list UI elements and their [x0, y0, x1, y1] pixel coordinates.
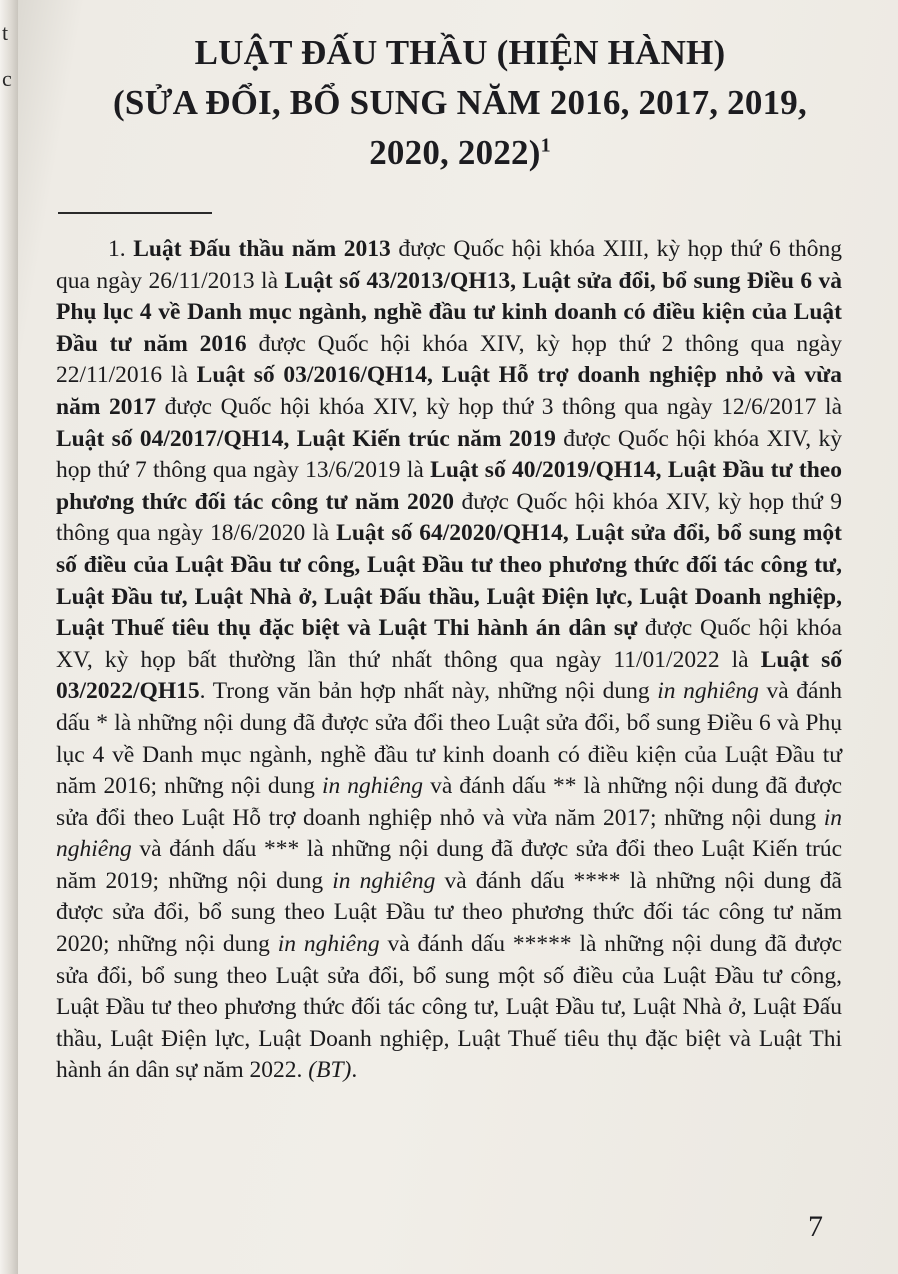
footnote-text: . [351, 1057, 358, 1084]
footnote-text: và đánh dấu * là những nội dung đã được sửa đổi theo Luật sửa đổi, bổ sung Điều 6 và Phụ lục 4 về Danh mục ngành, nghề đầu tư kinh doanh có điều kiện của Luật Đầu tư năm 2016; những nội dung [56, 678, 842, 800]
footnote-paragraph [56, 234, 842, 1087]
footnote-italic: in nghiêng [277, 931, 380, 958]
footnote-bold: Luật số 04/2017/QH14, Luật Kiến trúc năm 2019 [56, 425, 556, 452]
footnote-reference: 1 [540, 134, 551, 157]
footnote-separator [58, 212, 212, 214]
footnote-text: và đánh dấu ***** là những nội dung đã được sửa đổi, bổ sung theo Luật sửa đổi, bổ sung một số điều của Luật Đầu tư công, Luật Đầu tư theo phương thức đối tác công tư, Luật Đầu tư, Luật Nhà ở, Luật Đấu thầu, Luật Điện lực, Luật Doanh nghiệp, Luật Thuế tiêu thụ đặc biệt và Luật Thi hành án dân sự năm 2022. [56, 931, 843, 1084]
footnote-italic: in nghiêng [56, 804, 842, 863]
footnote-text: . Trong văn bản hợp nhất này, những nội dung [199, 678, 658, 705]
footnote-italic: in nghiêng [657, 678, 759, 705]
footnote-number: 1. [108, 236, 134, 262]
title-line-2: (SỬA ĐỔI, BỔ SUNG NĂM 2016, 2017, 2019, [113, 83, 807, 122]
footnote-text: được Quốc hội khóa XV, kỳ họp bất thường lần thứ nhất thông qua ngày 11/01/2022 là [56, 615, 842, 673]
footnote-text: được Quốc hội khóa XIII, kỳ họp thứ 6 thông qua ngày 26/11/2013 là [56, 236, 842, 294]
footnote-italic: in nghiêng [332, 867, 436, 894]
footnote-text: và đánh dấu ** là những nội dung đã được sửa đổi theo Luật Hỗ trợ doanh nghiệp nhỏ và vừa năm 2017; những nội dung [56, 773, 843, 831]
footnote-bold: Luật số 03/2016/QH14, Luật Hỗ trợ doanh nghiệp nhỏ và vừa năm 2017 [56, 362, 842, 420]
footnote-bold: Luật số 40/2019/QH14, Luật Đầu tư theo phương thức đối tác công tư năm 2020 [56, 457, 842, 515]
footnote-bold: Luật số 64/2020/QH14, Luật sửa đổi, bổ sung một số điều của Luật Đầu tư công, Luật Đầu tư theo phương thức đối tác công tư, Luật Đầu tư, Luật Nhà ở, Luật Đấu thầu, Luật Điện lực, Luật Doanh nghiệp, Luật Thuế tiêu thụ đặc biệt và Luật Thi hành án dân sự [56, 520, 842, 642]
title-line-3 [20, 128, 898, 178]
footnote-italic: (BT) [308, 1057, 352, 1084]
footnote-text: và đánh dấu *** là những nội dung đã được sửa đổi theo Luật Kiến trúc năm 2019; những nội dung [56, 836, 842, 894]
footnote-text: và đánh dấu **** là những nội dung đã được sửa đổi, bổ sung theo Luật Đầu tư theo phương thức đối tác công tư năm 2020; những nội dung [56, 867, 842, 958]
title-line-1: LUẬT ĐẤU THẦU (HIỆN HÀNH) [194, 33, 726, 72]
footnote-italic: in nghiêng [321, 773, 424, 800]
title-line-3-text: 2020, 2022) [369, 133, 541, 172]
page-number: 7 [808, 1210, 823, 1243]
footnote-bold: Luật Đấu thầu năm 2013 [133, 236, 391, 262]
footnote-bold: Luật số 03/2022/QH15 [56, 646, 842, 705]
book-spine-edge [0, 0, 18, 1274]
footnote-text: được Quốc hội khóa XIV, kỳ họp thứ 2 thông qua ngày 22/11/2016 là [56, 330, 842, 389]
spine-letter: t [2, 20, 9, 45]
footnote-text: được Quốc hội khóa XIV, kỳ họp thứ 3 thông qua ngày 12/6/2017 là [156, 393, 842, 420]
footnote-text: được Quốc hội khóa XIV, kỳ họp thứ 9 thông qua ngày 18/6/2020 là [56, 488, 842, 547]
spine-letter: c [2, 66, 12, 91]
footnote-text: được Quốc hội khóa XIV, kỳ họp thứ 7 thông qua ngày 13/6/2019 là [56, 425, 842, 484]
footnote-bold: Luật số 43/2013/QH13, Luật sửa đổi, bổ sung Điều 6 và Phụ lục 4 về Danh mục ngành, nghề đầu tư kinh doanh có điều kiện của Luật Đầu tư năm 2016 [56, 267, 842, 357]
